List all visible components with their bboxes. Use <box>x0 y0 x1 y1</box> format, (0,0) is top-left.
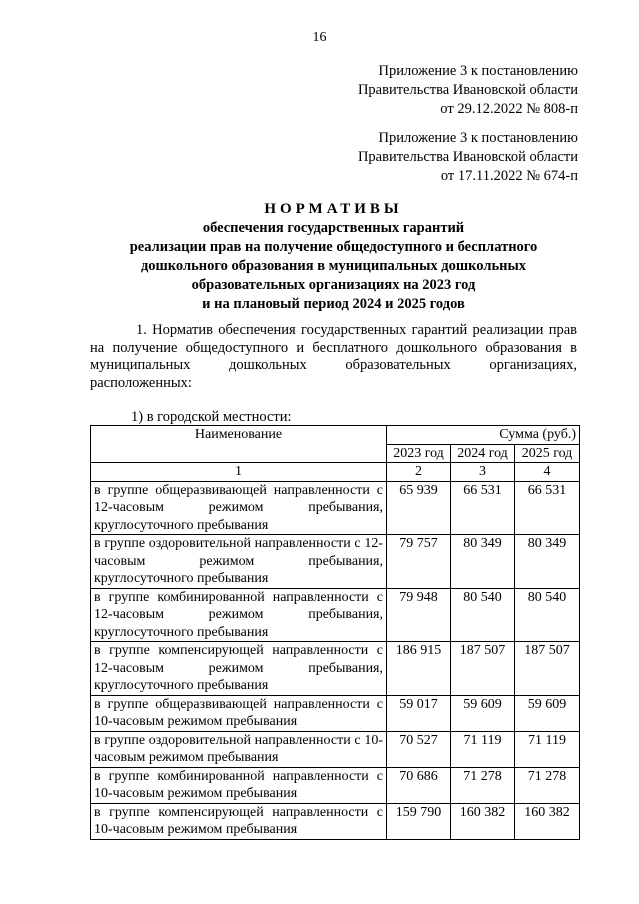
value-2023: 79 757 <box>387 535 451 589</box>
appendix-previous-line: Приложение 3 к постановлению <box>378 130 578 146</box>
value-2025: 66 531 <box>515 481 580 535</box>
header-name: Наименование <box>91 426 387 463</box>
table-header-row <box>91 426 580 445</box>
column-number: 4 <box>515 463 580 482</box>
value-2023: 65 939 <box>387 481 451 535</box>
intro-paragraph: 1. Норматив обеспечения государственных гарантий реализации прав на получение общедоступного и бесплатного дошкольного образования в муниципальных дошкольных образовательных организациях, расположенных: <box>90 322 577 391</box>
title-line: дошкольного образования в муниципальных дошкольных <box>140 258 527 274</box>
column-number: 1 <box>91 463 387 482</box>
appendix-current-line: Приложение 3 к постановлению <box>378 63 578 79</box>
row-name: в группе оздоровительной направленности с 10-часовым режимом пребывания <box>91 731 387 767</box>
table-row <box>91 481 580 535</box>
value-2023: 70 686 <box>387 767 451 803</box>
value-2023: 186 915 <box>387 642 451 696</box>
title-line: и на плановый период 2024 и 2025 годов <box>202 296 465 312</box>
page-number: 16 <box>312 30 327 45</box>
row-name: в группе комбинированной направленности с 12-часовым режимом пребывания, круглосуточного пребывания <box>91 588 387 642</box>
norms-table <box>90 425 580 840</box>
appendix-previous-line: от 17.11.2022 № 674-п <box>440 168 578 184</box>
table-row <box>91 767 580 803</box>
appendix-current-line: от 29.12.2022 № 808-п <box>440 101 578 117</box>
value-2023: 79 948 <box>387 588 451 642</box>
row-name: в группе компенсирующей направленности с 10-часовым режимом пребывания <box>91 803 387 839</box>
appendix-current <box>358 62 578 119</box>
appendix-current-line: Правительства Ивановской области <box>357 82 578 98</box>
header-year: 2023 год <box>387 444 451 463</box>
header-sum: Сумма (руб.) <box>387 426 580 445</box>
row-name: в группе комбинированной направленности с 10-часовым режимом пребывания <box>91 767 387 803</box>
value-2024: 187 507 <box>451 642 515 696</box>
value-2024: 59 609 <box>451 695 515 731</box>
value-2025: 160 382 <box>515 803 580 839</box>
row-name: в группе общеразвивающей направленности с 12-часовым режимом пребывания, круглосуточного пребывания <box>91 481 387 535</box>
value-2024: 80 349 <box>451 535 515 589</box>
value-2024: 66 531 <box>451 481 515 535</box>
value-2025: 59 609 <box>515 695 580 731</box>
table-row <box>91 535 580 589</box>
title-line: обеспечения государственных гарантий <box>202 220 465 236</box>
value-2023: 159 790 <box>387 803 451 839</box>
subheading-urban: 1) в городской местности: <box>131 409 292 425</box>
value-2025: 187 507 <box>515 642 580 696</box>
appendix-previous-line: Правительства Ивановской области <box>357 149 578 165</box>
table-row <box>91 588 580 642</box>
header-year: 2024 год <box>451 444 515 463</box>
value-2024: 80 540 <box>451 588 515 642</box>
value-2024: 160 382 <box>451 803 515 839</box>
table-row <box>91 803 580 839</box>
title-heading: НОРМАТИВЫ <box>264 201 403 217</box>
value-2025: 80 349 <box>515 535 580 589</box>
value-2025: 71 119 <box>515 731 580 767</box>
value-2025: 71 278 <box>515 767 580 803</box>
document-title <box>90 200 577 314</box>
column-number: 3 <box>451 463 515 482</box>
column-number: 2 <box>387 463 451 482</box>
table-row <box>91 642 580 696</box>
table-row <box>91 695 580 731</box>
title-line: реализации прав на получение общедоступного и бесплатного <box>129 239 538 255</box>
header-year: 2025 год <box>515 444 580 463</box>
appendix-previous <box>358 129 578 186</box>
value-2024: 71 278 <box>451 767 515 803</box>
value-2023: 70 527 <box>387 731 451 767</box>
value-2023: 59 017 <box>387 695 451 731</box>
value-2024: 71 119 <box>451 731 515 767</box>
title-line: образовательных организациях на 2023 год <box>191 277 476 293</box>
table-row <box>91 731 580 767</box>
value-2025: 80 540 <box>515 588 580 642</box>
row-name: в группе общеразвивающей направленности с 10-часовым режимом пребывания <box>91 695 387 731</box>
table-column-numbers-row <box>91 463 580 482</box>
row-name: в группе оздоровительной направленности с 12-часовым режимом пребывания, круглосуточного пребывания <box>91 535 387 589</box>
row-name: в группе компенсирующей направленности с 12-часовым режимом пребывания, круглосуточного пребывания <box>91 642 387 696</box>
